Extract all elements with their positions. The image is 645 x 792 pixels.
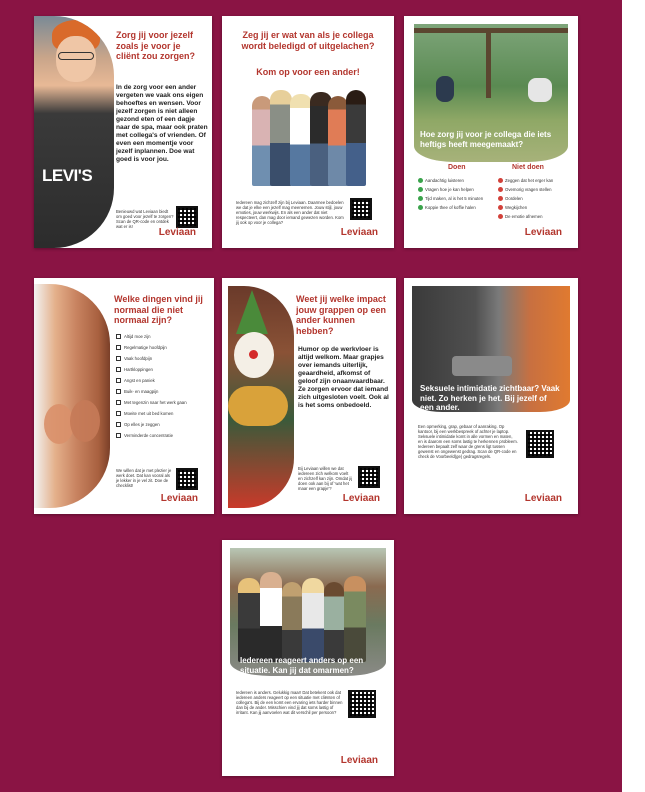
- checkbox[interactable]: [116, 367, 121, 372]
- brand-logo: Leviaan: [160, 493, 198, 504]
- poster-title: Zorg jij voor jezelf zoals je voor je cliënt zou zorgen?: [116, 30, 196, 61]
- check-icon: [418, 187, 423, 192]
- cross-icon: [498, 205, 503, 210]
- poster-subtitle: Kom op voor een ander!: [256, 67, 360, 77]
- checkbox[interactable]: [116, 334, 121, 339]
- niet-doen-item: Ovemorig vragen stellen: [498, 187, 552, 192]
- poster-footer: We willen dat je met plezier je werk doet. Dat kan vooral als je lekker in je vel zit. Doe de checklist!: [116, 468, 172, 488]
- brand-logo: Leviaan: [342, 493, 380, 504]
- cross-icon: [498, 196, 503, 201]
- park-photo: [414, 24, 568, 162]
- qr-code[interactable]: [358, 466, 380, 488]
- poster-title: Welke dingen vind jij normaal die niet normaal zijn?: [114, 294, 203, 325]
- checkbox[interactable]: [116, 400, 121, 405]
- poster-title: Weet jij welke impact jouw grappen op een ander kunnen hebben?: [296, 294, 387, 336]
- poster-title: Zeg jij er wat van als je collega wordt beledigd of uitgelachen?: [241, 30, 375, 51]
- cross-icon: [498, 187, 503, 192]
- poster-footer: Iedereen mag zichzelf zijn bij Leviaan. Daarmee bedoelen we dat je elke een jezelf mag meenemen. Jouw stijl, jouw emoties, jouw werkwijs. En als een ander dat niet respecteert, dan mag door iemand gewezen worden. Kom jij ook op voor je collega?: [236, 200, 344, 225]
- brand-logo: Leviaan: [158, 227, 196, 238]
- checkbox[interactable]: [116, 389, 121, 394]
- clown-photo: [228, 286, 294, 508]
- checklist-item[interactable]: Altijd moe zijn: [116, 334, 151, 339]
- checklist-item[interactable]: Op elles je zeggen: [116, 422, 160, 427]
- checkbox[interactable]: [116, 356, 121, 361]
- poster-banner: Hoe zorg jij voor je collega die iets heftigs heeft meegemaakt?: [420, 130, 552, 149]
- poster-checklist: [34, 278, 214, 514]
- brand-logo: Leviaan: [340, 755, 378, 766]
- poster-body: In de zorg voor een ander vergeten we vaak ons eigen behoeftes en wensen. Voor jezelf zorgen is niet alleen gezond eten of een dagje naar de spa, maar ook praten met collega's of vrienden. Of even een momentje voor jezelf inplannen. Doe wat goed is voor jou.: [116, 84, 208, 163]
- qr-code[interactable]: [348, 690, 376, 718]
- niet-doen-item: Zeggen dat het erger kan: [498, 178, 553, 183]
- checkbox[interactable]: [116, 345, 121, 350]
- back-massage-photo: [34, 284, 110, 508]
- checklist-item[interactable]: Regelmatige hoofdpijn: [116, 345, 167, 350]
- check-icon: [418, 196, 423, 201]
- group-hug-photo: [248, 82, 368, 194]
- niet-doen-item: Wegkijchen: [498, 205, 527, 210]
- poster-body: Humor op de werkvloer is altijd welkom. Maar grapjes over iemands uiterlijk, geaardheid, afkomst of geloof zijn onaanvaardbaar. Ze zorgen ervoor dat iemand zich uitgesloten voelt. Ook al is het soms onbedoeld.: [298, 346, 389, 409]
- poster-colleague-care: [404, 16, 578, 248]
- team-photo: [230, 548, 386, 676]
- poster-everyone-reacts: [222, 540, 394, 776]
- poster-stand-up: [222, 16, 394, 248]
- qr-code[interactable]: [526, 430, 554, 458]
- cross-icon: [498, 214, 503, 219]
- niet-doen-heading: Niet doen: [512, 164, 544, 171]
- poster-harassment: [404, 278, 578, 514]
- clown-hat: [236, 290, 268, 334]
- checklist-item[interactable]: Buik- en maagpijn: [116, 389, 158, 394]
- shirt-logo: LEVI'S: [42, 166, 93, 185]
- glasses-icon: [58, 52, 94, 60]
- poster-footer: Benieuwd wat Leviaan biedt om goed voor jezelf te zorgen? Scan de QR-code en ontdek wat er is!: [116, 209, 174, 229]
- poster-body: Iedereen is anders. Gelukkig maar! Dat betekent ook dat iedereen anders reageert op een situatie met cliënten of collega's. Bij de een komt een ervaring iets harder binnen dan bij de ander. Misschien vind jij dat soms lastig of irritant. Kan jij aanvoelen wat dit verschil per persoon?: [236, 690, 343, 715]
- qr-code[interactable]: [176, 206, 198, 228]
- check-icon: [418, 205, 423, 210]
- checklist-item[interactable]: Hartkloppingen: [116, 367, 153, 372]
- poster-self-care: [34, 16, 212, 248]
- checklist-item[interactable]: Verminderde concentratie: [116, 433, 173, 438]
- poster-humor-impact: [222, 278, 396, 514]
- doen-item: Koppie thee of koffie halen: [418, 205, 476, 210]
- niet-doen-item: De emotie afnemen: [498, 214, 543, 219]
- brand-logo: Leviaan: [524, 227, 562, 238]
- check-icon: [418, 178, 423, 183]
- checklist-item[interactable]: Met tegenzin naar het werk gaan: [116, 400, 187, 405]
- poster-footer: Bij Leviaan willen we dat iedereen zich welkom voelt en zichzelf kan zijn. Omdat jij doen ook aan bij of 'wat het maar een grapje'?: [298, 466, 352, 491]
- cross-icon: [498, 178, 503, 183]
- checkbox[interactable]: [116, 378, 121, 383]
- office-photo: [412, 286, 570, 412]
- niet-doen-item: Oordelen: [498, 196, 523, 201]
- doen-heading: Doen: [448, 164, 466, 171]
- doen-item: Aandachtig luisteren: [418, 178, 464, 183]
- checkbox[interactable]: [116, 433, 121, 438]
- checklist-item[interactable]: Angst en paniek: [116, 378, 155, 383]
- checklist-item[interactable]: Vaak hoofdpijn: [116, 356, 152, 361]
- brand-logo: Leviaan: [524, 493, 562, 504]
- checkbox[interactable]: [116, 422, 121, 427]
- qr-code[interactable]: [350, 198, 372, 220]
- poster-body: Een opmerking, grap, gebaar of aanraking. Op kantoor, bij een werkbespreek of achter je laptop. Seksuele intimidatie komt in alle vormen en maten, en is daarom een soms lastig te herkennen probleem. Iedereen bepaalt zelf waar de grens ligt tussen gewenst en ongewenst gedrag. Scan de QR-code en check de Voorbeeld(ge) gedragsregels.: [418, 424, 518, 459]
- poster-banner: Iedereen reageert anders op een situatie. Kan jij dat omarmen?: [240, 656, 364, 675]
- checklist-item[interactable]: Moeite met uit bed komen: [116, 411, 173, 416]
- poster-banner: Seksuele intimidatie zichtbaar? Vaak niet. Zo herken je het. Bij jezelf of een ander.: [420, 384, 560, 412]
- doen-item: Tijd maken, al is het 5 minuten: [418, 196, 483, 201]
- brand-logo: Leviaan: [340, 227, 378, 238]
- qr-code[interactable]: [176, 468, 198, 490]
- doen-item: Vragen hoe je kan helpen: [418, 187, 474, 192]
- clown-nose: [249, 350, 258, 359]
- woman-photo: [34, 16, 114, 248]
- checkbox[interactable]: [116, 411, 121, 416]
